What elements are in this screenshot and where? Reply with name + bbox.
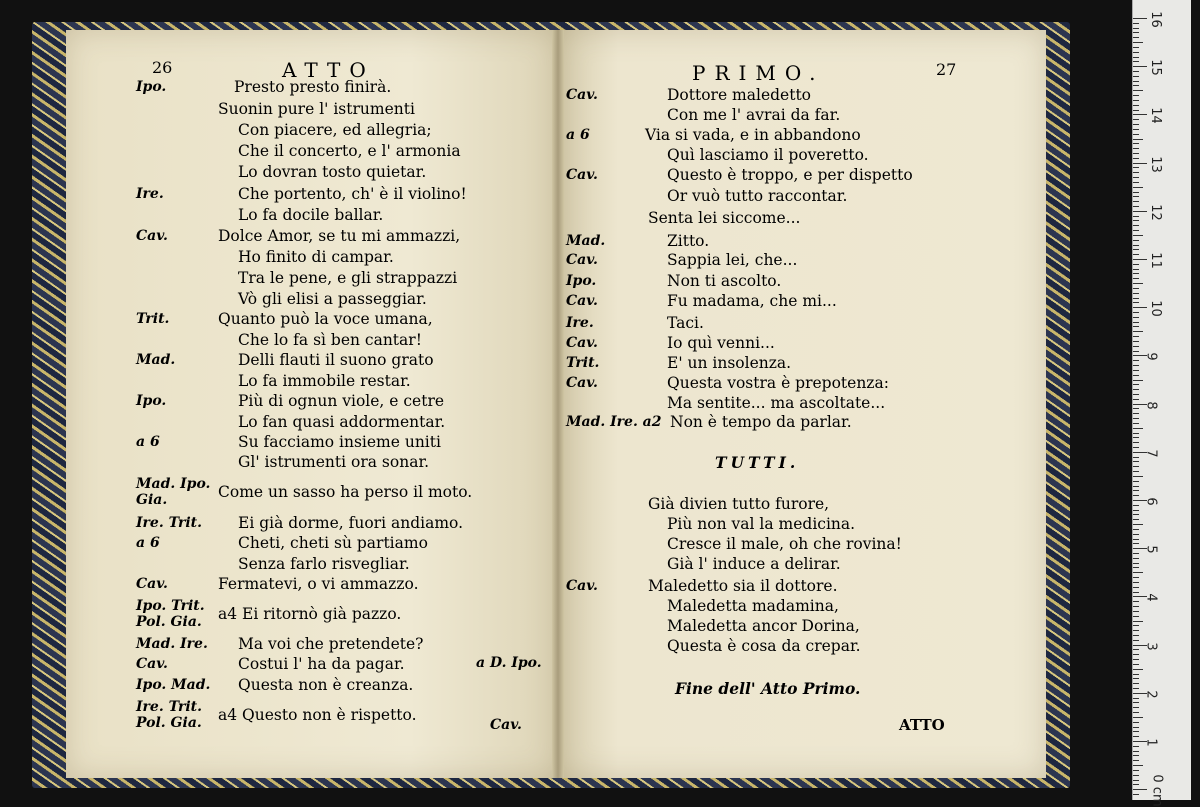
ruler-tick [1133, 85, 1139, 86]
right-text-line: Questa vostra è prepotenza: [667, 374, 889, 392]
ruler-tick [1133, 129, 1139, 130]
ruler-tick [1133, 114, 1147, 115]
ruler-label: 3 [1143, 641, 1159, 651]
ruler-tick [1133, 326, 1139, 327]
ruler-tick [1133, 780, 1139, 781]
ruler-tick [1133, 621, 1143, 622]
ruler-tick [1133, 481, 1139, 482]
ruler-label: 7 [1143, 449, 1159, 458]
left-text-line: Che il concerto, e l' armonia [238, 142, 461, 160]
right-text-line: Ma sentite... ma ascoltate... [667, 394, 886, 412]
ruler-tick [1133, 519, 1139, 520]
left-text-line: Ei già dorme, fuori andiamo. [238, 514, 464, 532]
ruler-tick [1133, 201, 1139, 202]
ruler-label: 14 [1147, 107, 1163, 125]
right-text-line: Via si vada, e in abbandono [645, 126, 861, 144]
ruler-tick [1133, 457, 1139, 458]
ruler-tick [1133, 211, 1147, 212]
ruler-tick [1133, 384, 1139, 385]
ruler-label: 1 [1143, 738, 1159, 747]
ruler-tick [1133, 110, 1139, 111]
left-text-line: Tra le pene, e gli strappazzi [238, 269, 458, 287]
right-speaker-label: Cav. [566, 167, 598, 183]
end-of-act-note: Fine dell' Atto Primo. [675, 679, 861, 698]
ruler-tick [1133, 143, 1139, 144]
right-text-line: Con me l' avrai da far. [667, 106, 841, 124]
ruler-tick [1133, 722, 1139, 723]
ruler-tick [1133, 249, 1139, 250]
right-catchword: ATTO [899, 716, 945, 734]
ruler-label: 15 [1147, 59, 1163, 76]
ruler-label: 8 [1143, 400, 1159, 410]
right-text-line: Io quì venni... [667, 334, 775, 352]
ruler-tick [1133, 510, 1139, 511]
ruler-tick [1133, 717, 1143, 718]
ruler-tick [1133, 587, 1139, 588]
ruler-tick [1133, 245, 1139, 246]
ruler-tick [1133, 442, 1139, 443]
ruler-tick [1133, 307, 1147, 308]
ruler-tick [1133, 139, 1143, 140]
ruler-tick [1133, 148, 1139, 149]
ruler-tick [1133, 302, 1139, 303]
ruler-tick [1133, 428, 1143, 429]
right-text-line: Questa è cosa da crepar. [667, 637, 861, 655]
left-text-line: Ma voi che pretendete? [238, 635, 424, 653]
ruler-label: 11 [1147, 252, 1163, 269]
left-text-line: Vò gli elisi a passeggiar. [238, 290, 427, 308]
right-speaker-label: Cav. [566, 252, 598, 268]
ruler-tick [1133, 447, 1139, 448]
ruler-tick [1133, 418, 1139, 419]
ruler-label: 2 [1143, 690, 1159, 699]
right-text-line: Fu madama, che mi... [667, 292, 837, 310]
ruler-tick [1133, 760, 1139, 761]
ruler-tick [1133, 240, 1139, 241]
ruler-tick [1133, 346, 1139, 347]
ruler-tick [1133, 259, 1147, 260]
ruler-tick [1133, 616, 1139, 617]
right-text-line: Quì lasciamo il poveretto. [667, 146, 869, 164]
ruler-tick [1133, 351, 1139, 352]
ruler-tick [1133, 172, 1139, 173]
right-text-line: Or vuò tutto raccontar. [667, 187, 848, 205]
ruler-tick [1133, 514, 1139, 515]
left-speaker-label: Ire. Trit. Pol. Gia. [136, 699, 203, 731]
ruler-tick [1133, 582, 1139, 583]
ruler-tick [1133, 177, 1139, 178]
ruler-tick [1133, 625, 1139, 626]
right-speaker-label: Cav. [566, 375, 598, 391]
left-speaker-label: Trit. [136, 311, 170, 327]
ruler-tick [1133, 163, 1147, 164]
left-text-line: Delli flauti il suono grato [238, 351, 434, 369]
ruler-tick [1133, 630, 1139, 631]
ruler-tick [1133, 216, 1139, 217]
right-speaker-label: Cav. [566, 293, 598, 309]
ruler-tick [1133, 273, 1139, 274]
ruler-label: 0 cm [1149, 774, 1165, 807]
ruler-tick [1133, 611, 1139, 612]
ruler-tick [1133, 66, 1147, 67]
ruler-tick [1133, 375, 1139, 376]
ruler-tick [1133, 370, 1139, 371]
ruler-tick [1133, 669, 1143, 670]
ruler-tick [1133, 736, 1139, 737]
left-text-line: Senza farlo risvegliar. [238, 555, 410, 573]
left-text-line: Dolce Amor, se tu mi ammazzi, [218, 227, 461, 245]
ruler-tick [1133, 534, 1139, 535]
ruler-tick [1133, 789, 1147, 790]
ruler-tick [1133, 678, 1139, 679]
right-page-header: PRIMO. [692, 61, 825, 85]
ruler-tick [1133, 577, 1139, 578]
left-speaker-label: a 6 [136, 535, 160, 551]
ruler-label: 5 [1143, 545, 1159, 554]
left-text-line: Lo dovran tosto quietar. [238, 163, 427, 181]
ruler-tick [1133, 649, 1139, 650]
ruler-tick [1133, 794, 1139, 795]
ruler-tick [1133, 413, 1139, 414]
ruler-tick [1133, 495, 1139, 496]
ruler-tick [1133, 659, 1139, 660]
ruler-tick [1133, 23, 1139, 24]
ruler-tick [1133, 746, 1139, 747]
ruler-tick [1133, 553, 1139, 554]
ruler-tick [1133, 698, 1139, 699]
ruler-tick [1133, 592, 1139, 593]
left-speaker-label: Cav. [136, 576, 168, 592]
right-text-line: Già l' induce a delirar. [667, 555, 841, 573]
left-text-line: Che portento, ch' è il violino! [238, 185, 467, 203]
ruler-tick [1133, 539, 1139, 540]
ruler-tick [1133, 461, 1139, 462]
right-text-line: Maledetta ancor Dorina, [667, 617, 860, 635]
ruler-tick [1133, 95, 1139, 96]
left-text-line: Lo fa immobile restar. [238, 372, 411, 390]
left-text-line: Questa non è creanza. [238, 676, 414, 694]
ruler-label: 16 [1147, 11, 1163, 28]
right-speaker-label: Mad. Ire. a2 [566, 414, 662, 430]
ruler-tick [1133, 71, 1139, 72]
left-text-line: Suonin pure l' istrumenti [218, 100, 415, 118]
ruler-tick [1133, 466, 1139, 467]
right-text-line: Già divien tutto furore, [648, 495, 830, 513]
ruler-tick [1133, 563, 1139, 564]
left-page-header: ATTO [282, 58, 375, 82]
ruler-tick [1133, 437, 1139, 438]
ruler-tick [1133, 192, 1139, 193]
left-text-line: Che lo fa sì ben cantar! [238, 331, 422, 349]
left-speaker-label: Ipo. Mad. [136, 677, 211, 693]
ruler-label: 6 [1143, 497, 1159, 506]
right-text-line: Maledetto sia il dottore. [648, 577, 838, 595]
ruler-tick [1133, 196, 1139, 197]
ruler-tick [1133, 317, 1139, 318]
ruler-tick [1133, 471, 1139, 472]
ruler-tick [1133, 755, 1139, 756]
right-speaker-label: Cav. [566, 335, 598, 351]
left-speaker-label: Ipo. Trit. Pol. Gia. [136, 598, 205, 630]
right-speaker-label: Trit. [566, 355, 600, 371]
ruler-tick [1133, 558, 1139, 559]
ruler-label: 9 [1143, 352, 1159, 362]
left-text-line: Ho finito di campar. [238, 248, 394, 266]
left-speaker-label: a 6 [136, 434, 160, 450]
ruler-tick [1133, 264, 1139, 265]
ruler-tick [1133, 312, 1139, 313]
ruler-tick [1133, 712, 1139, 713]
ruler-tick [1133, 57, 1139, 58]
ruler-tick [1133, 90, 1143, 91]
ruler-tick [1133, 688, 1139, 689]
ruler-tick [1133, 433, 1139, 434]
left-text-line: Cheti, cheti sù partiamo [238, 534, 428, 552]
tutti-heading: TUTTI. [715, 453, 800, 472]
margin-note: a D. Ipo. [476, 655, 542, 671]
ruler-tick [1133, 61, 1139, 62]
ruler-tick [1133, 28, 1139, 29]
ruler-label: 4 [1143, 593, 1159, 603]
right-text-line: E' un insolenza. [667, 354, 792, 372]
ruler-tick [1133, 486, 1139, 487]
left-text-line: Costui l' ha da pagar. [238, 655, 405, 673]
ruler-tick [1133, 293, 1139, 294]
ruler-tick [1133, 153, 1139, 154]
ruler-tick [1133, 784, 1139, 785]
ruler-tick [1133, 124, 1139, 125]
ruler-tick [1133, 158, 1139, 159]
right-text-line: Più non val la medicina. [667, 515, 856, 533]
right-text-line: Non è tempo da parlar. [670, 413, 852, 431]
book-gutter [552, 30, 564, 778]
ruler-tick [1133, 529, 1139, 530]
ruler-tick [1133, 105, 1139, 106]
ruler-tick [1133, 664, 1139, 665]
right-speaker-label: Cav. [566, 578, 598, 594]
ruler-tick [1133, 654, 1139, 655]
right-text-line: Dottore maledetto [667, 86, 812, 104]
right-text-line: Non ti ascolto. [667, 272, 782, 290]
ruler-tick [1133, 423, 1139, 424]
left-speaker-label: Ipo. [136, 79, 167, 95]
left-speaker-label: Mad. Ire. [136, 636, 208, 652]
left-speaker-label: Ire. Trit. [136, 515, 203, 531]
ruler-tick [1133, 235, 1143, 236]
ruler-tick [1133, 635, 1139, 636]
ruler-label: 13 [1147, 155, 1163, 173]
left-text-line: Quanto può la voce umana, [218, 310, 433, 328]
ruler-tick [1133, 674, 1139, 675]
ruler-tick [1133, 298, 1139, 299]
ruler-tick [1133, 505, 1139, 506]
right-text-line: Questo è troppo, e per dispetto [667, 166, 913, 184]
measuring-ruler [1132, 0, 1191, 807]
left-text-line: a4 Ei ritornò già pazzo. [218, 605, 402, 623]
left-text-line: Presto presto finirà. [234, 78, 392, 96]
ruler-tick [1133, 37, 1139, 38]
right-text-line: Sappia lei, che... [667, 251, 798, 269]
ruler-tick [1133, 360, 1139, 361]
right-text-line: Cresce il male, oh che rovina! [667, 535, 902, 553]
ruler-tick [1133, 42, 1143, 43]
left-text-line: Lo fa docile ballar. [238, 206, 384, 224]
left-speaker-label: Mad. [136, 352, 176, 368]
ruler-tick [1133, 225, 1139, 226]
right-text-line: Zitto. [667, 232, 710, 250]
ruler-tick [1133, 134, 1139, 135]
ruler-tick [1133, 365, 1139, 366]
ruler-tick [1133, 336, 1139, 337]
right-speaker-label: Mad. [566, 233, 606, 249]
ruler-tick [1133, 187, 1143, 188]
right-speaker-label: Ipo. [566, 273, 597, 289]
ruler-tick [1133, 278, 1139, 279]
ruler-tick [1133, 399, 1139, 400]
ruler-tick [1133, 47, 1139, 48]
left-text-line: Con piacere, ed allegria; [238, 121, 432, 139]
left-speaker-label: Cav. [136, 656, 168, 672]
left-speaker-label: Ire. [136, 186, 164, 202]
ruler-tick [1133, 331, 1143, 332]
ruler-tick [1133, 408, 1139, 409]
ruler-tick [1133, 230, 1139, 231]
ruler-tick [1133, 81, 1139, 82]
ruler-tick [1133, 18, 1147, 19]
ruler-tick [1133, 731, 1139, 732]
ruler-tick [1133, 269, 1139, 270]
left-speaker-label: Cav. [136, 228, 168, 244]
ruler-tick [1133, 380, 1143, 381]
ruler-tick [1133, 389, 1139, 390]
ruler-tick [1133, 567, 1139, 568]
left-text-line: Lo fan quasi addormentar. [238, 413, 446, 431]
ruler-tick [1133, 707, 1139, 708]
ruler-tick [1133, 341, 1139, 342]
ruler-tick [1133, 770, 1139, 771]
ruler-tick [1133, 727, 1139, 728]
ruler-tick [1133, 32, 1139, 33]
ruler-tick [1133, 702, 1139, 703]
ruler-tick [1133, 751, 1139, 752]
right-text-line: Maledetta madamina, [667, 597, 839, 615]
left-text-line: a4 Questo non è rispetto. [218, 706, 417, 724]
ruler-tick [1133, 119, 1139, 120]
ruler-tick [1133, 601, 1139, 602]
ruler-tick [1133, 606, 1139, 607]
ruler-tick [1133, 52, 1139, 53]
ruler-tick [1133, 572, 1143, 573]
ruler-tick [1133, 524, 1143, 525]
ruler-tick [1133, 76, 1139, 77]
ruler-tick [1133, 640, 1139, 641]
ruler-tick [1133, 394, 1139, 395]
left-text-line: Come un sasso ha perso il moto. [218, 483, 473, 501]
left-text-line: Su facciamo insieme uniti [238, 433, 441, 451]
ruler-label: 10 [1147, 300, 1163, 317]
right-text-line: Senta lei siccome... [648, 209, 801, 227]
ruler-tick [1133, 254, 1139, 255]
ruler-tick [1133, 288, 1139, 289]
ruler-tick [1133, 476, 1143, 477]
ruler-tick [1133, 322, 1139, 323]
left-page-number: 26 [152, 58, 173, 77]
ruler-tick [1133, 206, 1139, 207]
ruler-tick [1133, 220, 1139, 221]
ruler-tick [1133, 283, 1143, 284]
left-catchword: Cav. [490, 717, 522, 733]
right-speaker-label: Cav. [566, 87, 598, 103]
ruler-tick [1133, 490, 1139, 491]
ruler-tick [1133, 182, 1139, 183]
ruler-label: 12 [1147, 204, 1163, 221]
ruler-tick [1133, 683, 1139, 684]
ruler-tick [1133, 775, 1139, 776]
left-text-line: Più di ognun viole, e cetre [238, 392, 445, 410]
right-text-line: Taci. [667, 314, 704, 332]
right-page-number: 27 [936, 60, 957, 79]
ruler-tick [1133, 167, 1139, 168]
left-text-line: Fermatevi, o vi ammazzo. [218, 575, 419, 593]
right-speaker-label: Ire. [566, 315, 594, 331]
left-text-line: Gl' istrumenti ora sonar. [238, 453, 430, 471]
ruler-tick [1133, 765, 1143, 766]
left-speaker-label: Mad. Ipo. Gia. [136, 476, 211, 508]
left-speaker-label: Ipo. [136, 393, 167, 409]
right-speaker-label: a 6 [566, 127, 590, 143]
ruler-tick [1133, 100, 1139, 101]
ruler-tick [1133, 543, 1139, 544]
